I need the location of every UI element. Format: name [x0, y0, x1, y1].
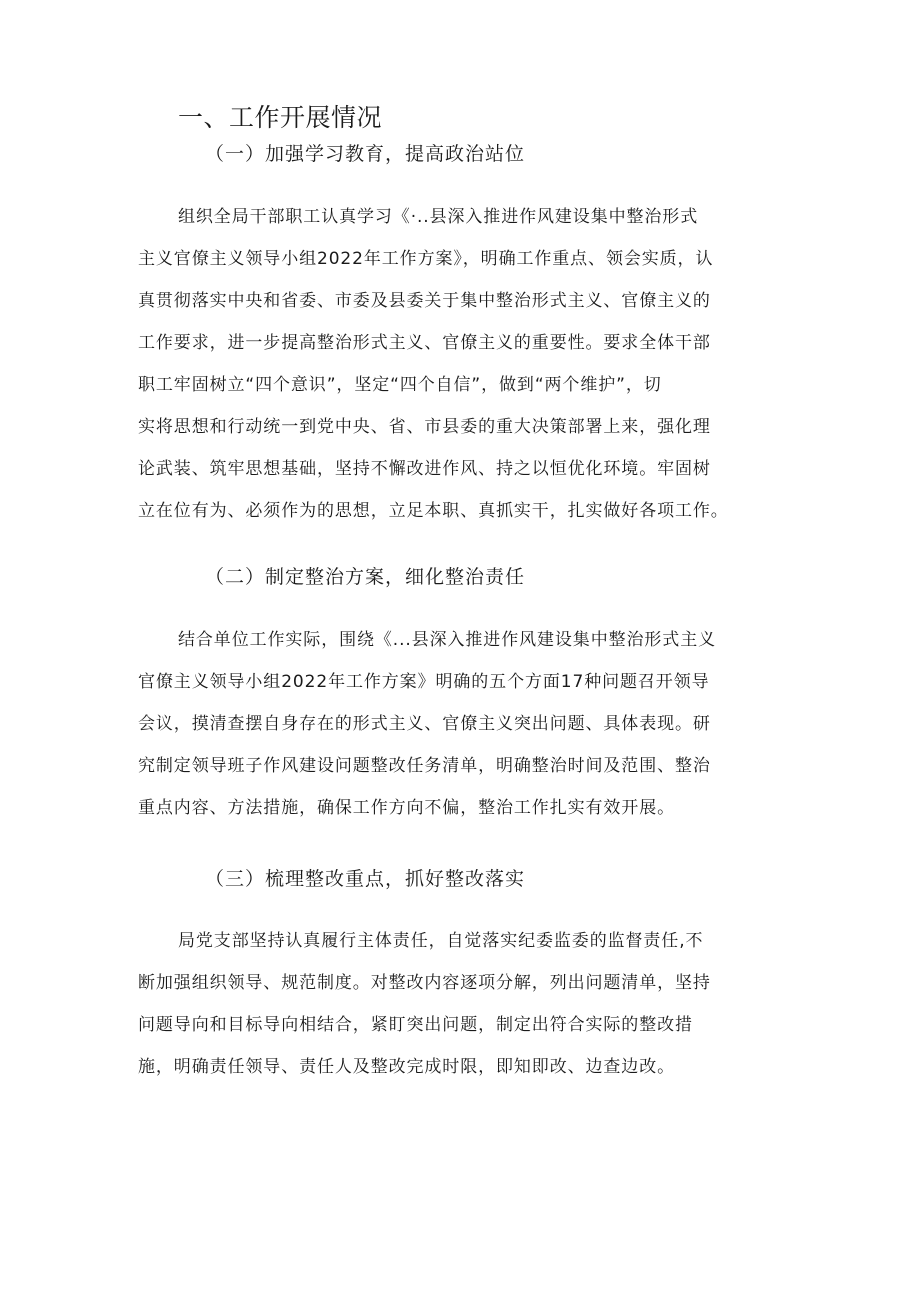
paragraph-line: 究制定领导班子作风建设问题整改任务清单，明确整治时间及范围、整治: [138, 756, 711, 776]
paragraph-1: [138, 196, 729, 532]
subsection-heading-1: （一）加强学习教育，提高政治站位: [205, 143, 526, 165]
paragraph-line: 会议，摸清查摆自身存在的形式主义、官僚主义突出问题、具体表现。研: [138, 714, 711, 734]
paragraph-3: [138, 920, 711, 1088]
paragraph-line: 工作要求，进一步提高整治形式主义、官僚主义的重要性。要求全体干部: [138, 333, 711, 353]
paragraph-line: 主义官僚主义领导小组2022年工作方案》，明确工作重点、领会实质，认: [138, 249, 714, 269]
paragraph-line: 职工牢固树立“四个意识”，坚定“四个自信”，做到“两个维护”，切: [138, 375, 662, 395]
paragraph-line: 论武装、筑牢思想基础，坚持不懈改进作风、持之以恒优化环境。牢固树: [138, 459, 711, 479]
paragraph-2: [138, 619, 716, 829]
section-title: 一、工作开展情况: [178, 103, 383, 132]
paragraph-line: 结合单位工作实际，围绕《...县深入推进作风建设集中整治形式主义: [178, 630, 717, 650]
paragraph-line: 断加强组织领导、规范制度。对整改内容逐项分解，列出问题清单，坚持: [138, 973, 711, 993]
paragraph-line: 实将思想和行动统一到党中央、省、市县委的重大决策部署上来，强化理: [138, 417, 711, 437]
paragraph-line: 真贯彻落实中央和省委、市委及县委关于集中整治形式主义、官僚主义的: [138, 291, 711, 311]
paragraph-line: 重点内容、方法措施，确保工作方向不偏，整治工作扎实有效开展。: [138, 798, 675, 818]
paragraph-line: 立在位有为、必须作为的思想，立足本职、真抓实干，扎实做好各项工作。: [138, 501, 729, 521]
paragraph-line: 官僚主义领导小组2022年工作方案》明确的五个方面17种问题召开领导: [138, 672, 710, 692]
subsection-heading-3: （三）梳理整改重点，抓好整改落实: [205, 868, 526, 890]
paragraph-line: 组织全局干部职工认真学习《·..县深入推进作风建设集中整治形式: [178, 207, 699, 227]
paragraph-line: 局党支部坚持认真履行主体责任，自觉落实纪委监委的监督责任,不: [178, 931, 704, 951]
paragraph-line: 施，明确责任领导、责任人及整改完成时限，即知即改、边查边改。: [138, 1057, 675, 1077]
paragraph-line: 问题导向和目标导向相结合，紧盯突出问题，制定出符合实际的整改措: [138, 1015, 693, 1035]
subsection-heading-2: （二）制定整治方案，细化整治责任: [205, 566, 526, 588]
